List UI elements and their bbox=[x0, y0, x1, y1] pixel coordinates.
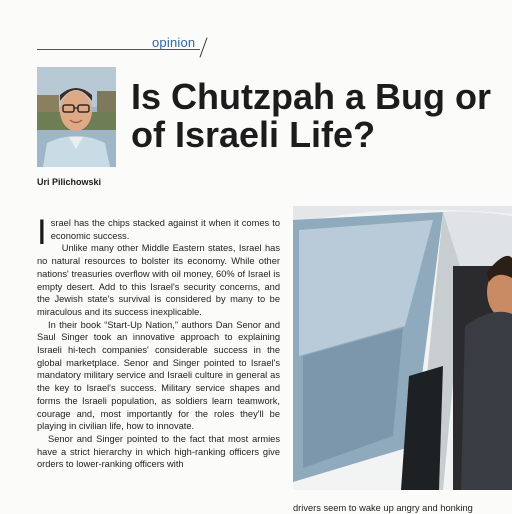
section-label: opinion bbox=[152, 35, 196, 50]
headline-line-1: Is Chutzpah a Bug or bbox=[131, 76, 491, 117]
drop-cap: I bbox=[37, 213, 47, 252]
paragraph-2: Unlike many other Middle Eastern states, Israel has no natural resources to bolster its economy. While other nations' treasuries overflow with oil money, 60% of Israel is empty desert. Add to this Israel's security concerns, and the Jewish state's survival is considered by many to be miraculous and its success inexplicable. bbox=[37, 243, 280, 317]
section-slash bbox=[199, 37, 207, 57]
headline bbox=[131, 78, 512, 154]
author-photo bbox=[37, 67, 116, 167]
paragraph-4: Senor and Singer pointed to the fact that most armies have a strict hierarchy in which high-ranking officers give orders to lower-ranking officers with bbox=[37, 433, 280, 470]
author-name: Uri Pilichowski bbox=[37, 177, 102, 187]
article-photo bbox=[293, 206, 512, 490]
article-body bbox=[37, 213, 280, 471]
second-column-text: drivers seem to wake up angry and honking bbox=[293, 503, 473, 513]
paragraph-1 bbox=[37, 213, 280, 252]
paragraph-1-text: srael has the chips stacked against it when it comes to economic success. bbox=[50, 218, 280, 241]
paragraph-3: In their book “Start-Up Nation,” authors Dan Senor and Saul Singer took an innovative approach to explaining Israeli hi-tech companies' considerable success in the global marketplace. Senor and Singer pointed to Israel's mandatory military service and Israeli culture in general as the key to Israel's success. Military service shapes and forms the Israeli population, as soldiers learn teamwork, courage and, most importantly for the roles they'll be playing in civilian life, how to innovate. bbox=[37, 319, 280, 432]
headline-line-2: of Israeli Life? bbox=[131, 114, 376, 155]
